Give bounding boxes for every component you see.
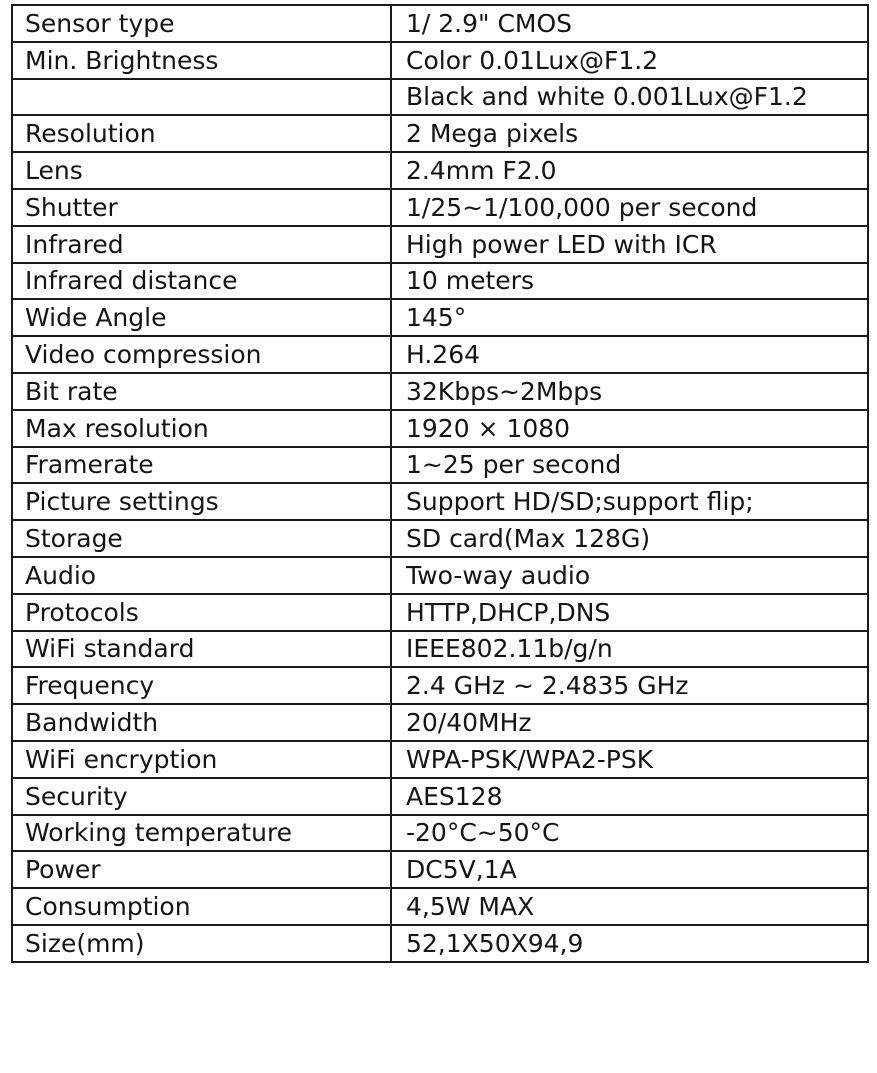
table-row bbox=[12, 741, 868, 778]
table-row bbox=[12, 115, 868, 152]
spec-value: AES128 bbox=[391, 778, 868, 815]
spec-value: WPA-PSK/WPA2-PSK bbox=[391, 741, 868, 778]
table-row bbox=[12, 851, 868, 888]
spec-value: 145° bbox=[391, 299, 868, 336]
spec-label: Power bbox=[12, 851, 391, 888]
table-row bbox=[12, 79, 868, 116]
spec-label: Storage bbox=[12, 520, 391, 557]
spec-label: Bandwidth bbox=[12, 704, 391, 741]
table-row bbox=[12, 594, 868, 631]
spec-value: 2 Mega pixels bbox=[391, 115, 868, 152]
table-row bbox=[12, 704, 868, 741]
spec-value: 1/ 2.9" CMOS bbox=[391, 5, 868, 42]
spec-label: Lens bbox=[12, 152, 391, 189]
spec-label: Protocols bbox=[12, 594, 391, 631]
spec-label: Infrared distance bbox=[12, 263, 391, 300]
table-row bbox=[12, 263, 868, 300]
spec-label: Min. Brightness bbox=[12, 42, 391, 79]
table-row bbox=[12, 336, 868, 373]
spec-value: 52,1X50X94,9 bbox=[391, 925, 868, 962]
table-row bbox=[12, 888, 868, 925]
table-row bbox=[12, 5, 868, 42]
table-row bbox=[12, 815, 868, 852]
table-row bbox=[12, 925, 868, 962]
table-row bbox=[12, 520, 868, 557]
table-row bbox=[12, 778, 868, 815]
spec-label: Sensor type bbox=[12, 5, 391, 42]
spec-label: Infrared bbox=[12, 226, 391, 263]
spec-value: 2.4mm F2.0 bbox=[391, 152, 868, 189]
table-row bbox=[12, 299, 868, 336]
spec-value: H.264 bbox=[391, 336, 868, 373]
spec-label: Working temperature bbox=[12, 815, 391, 852]
spec-label: Picture settings bbox=[12, 483, 391, 520]
spec-label: Security bbox=[12, 778, 391, 815]
spec-value: Black and white 0.001Lux@F1.2 bbox=[391, 79, 868, 116]
spec-value: Two-way audio bbox=[391, 557, 868, 594]
spec-value: 1/25~1/100,000 per second bbox=[391, 189, 868, 226]
spec-value: 1920 × 1080 bbox=[391, 410, 868, 447]
spec-value: 10 meters bbox=[391, 263, 868, 300]
table-row bbox=[12, 447, 868, 484]
table-row bbox=[12, 631, 868, 668]
spec-label bbox=[12, 79, 391, 116]
spec-value: -20°C~50°C bbox=[391, 815, 868, 852]
spec-value: IEEE802.11b/g/n bbox=[391, 631, 868, 668]
table-row bbox=[12, 667, 868, 704]
spec-label: Framerate bbox=[12, 447, 391, 484]
table-row bbox=[12, 42, 868, 79]
table-row bbox=[12, 226, 868, 263]
spec-value: 20/40MHz bbox=[391, 704, 868, 741]
spec-value: 32Kbps~2Mbps bbox=[391, 373, 868, 410]
spec-label: Consumption bbox=[12, 888, 391, 925]
spec-table bbox=[11, 4, 869, 963]
table-row bbox=[12, 483, 868, 520]
spec-value: DC5V,1A bbox=[391, 851, 868, 888]
spec-label: Frequency bbox=[12, 667, 391, 704]
table-row bbox=[12, 189, 868, 226]
spec-value: 4,5W MAX bbox=[391, 888, 868, 925]
spec-label: Video compression bbox=[12, 336, 391, 373]
spec-value: 1~25 per second bbox=[391, 447, 868, 484]
spec-value: High power LED with ICR bbox=[391, 226, 868, 263]
spec-label: Resolution bbox=[12, 115, 391, 152]
spec-value: 2.4 GHz ~ 2.4835 GHz bbox=[391, 667, 868, 704]
table-row bbox=[12, 152, 868, 189]
table-row bbox=[12, 373, 868, 410]
spec-table-body bbox=[12, 5, 868, 962]
spec-label: Audio bbox=[12, 557, 391, 594]
spec-label: Wide Angle bbox=[12, 299, 391, 336]
table-row bbox=[12, 557, 868, 594]
table-row bbox=[12, 410, 868, 447]
spec-label: Size(mm) bbox=[12, 925, 391, 962]
spec-label: WiFi standard bbox=[12, 631, 391, 668]
spec-value: Color 0.01Lux@F1.2 bbox=[391, 42, 868, 79]
spec-value: SD card(Max 128G) bbox=[391, 520, 868, 557]
spec-value: HTTP,DHCP,DNS bbox=[391, 594, 868, 631]
spec-label: Bit rate bbox=[12, 373, 391, 410]
spec-label: Shutter bbox=[12, 189, 391, 226]
spec-value: Support HD/SD;support flip; bbox=[391, 483, 868, 520]
spec-label: Max resolution bbox=[12, 410, 391, 447]
spec-label: WiFi encryption bbox=[12, 741, 391, 778]
